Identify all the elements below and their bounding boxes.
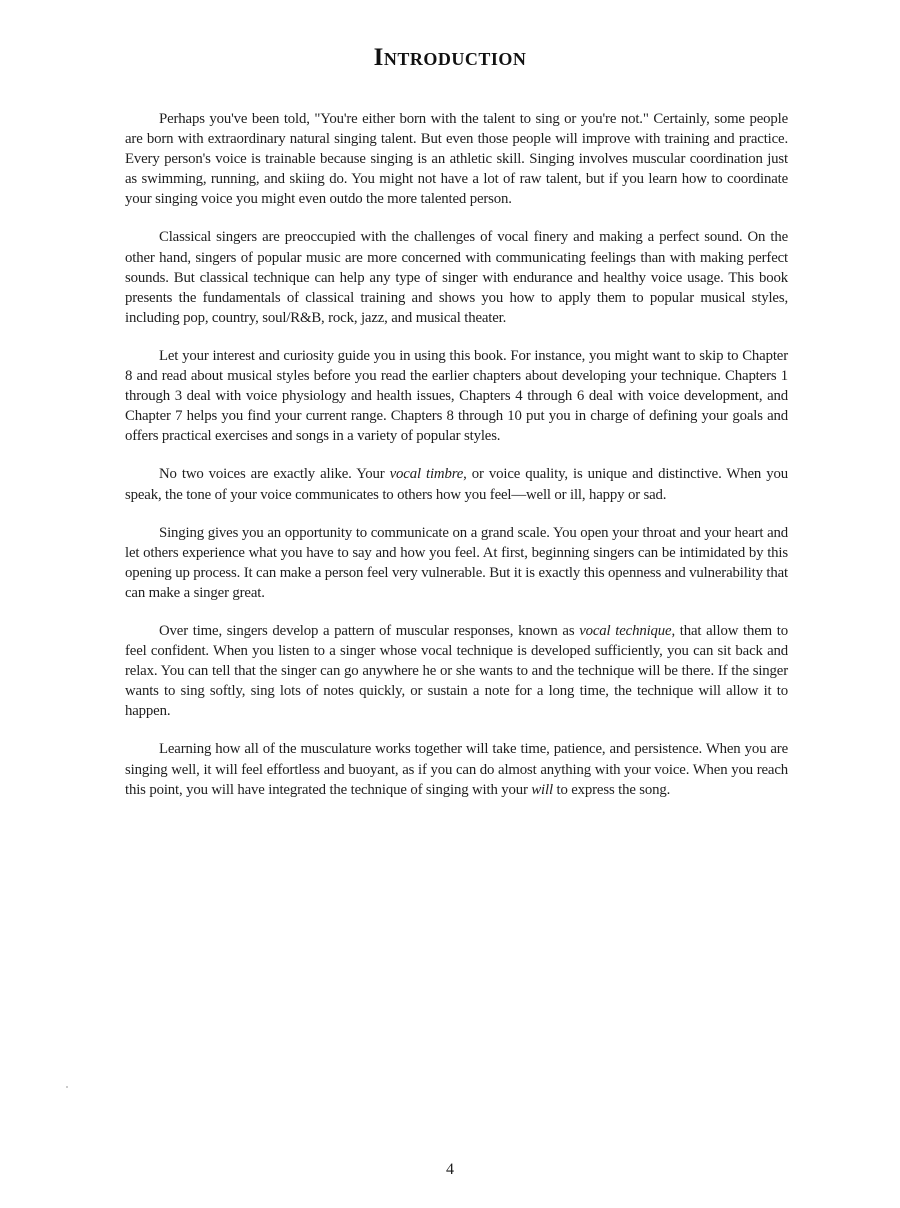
paragraph xyxy=(125,464,788,504)
italic-term: vocal technique xyxy=(579,622,672,639)
paragraph xyxy=(125,227,788,327)
paragraph xyxy=(125,523,788,603)
text-run: Let your interest and curiosity guide you in using this book. For instance, you might want to skip to Chapter 8 and read about musical styles before you read the earlier chapters about developing your technique. Chapters 1 through 3 deal with voice physiology and health issues, Chapters 4 through 6 deal with voice development, and Chapter 7 helps you find your current range. Chapters 8 through 10 put you in charge of defining your goals and offers practical exercises and songs in a variety of popular styles. xyxy=(125,347,788,445)
text-run: Singing gives you an opportunity to communicate on a grand scale. You open your throat and your heart and let others experience what you have to say and how you feel. At first, beginning singers can be intimidated by this opening up process. It can make a person feel very vulnerable. But it is exactly this openness and vulnerability that can make a singer great. xyxy=(125,524,788,601)
text-run: Perhaps you've been told, "You're either born with the talent to sing or you're not." Certainly, some people are born with extraordinary natural singing talent. But even those people will improve with training and practice. Every person's voice is trainable because singing is an athletic skill. Singing involves muscular coordination just as swimming, running, and skiing do. You might not have a lot of raw talent, but if you learn how to coordinate your singing voice you might even outdo the more talented person. xyxy=(125,111,788,208)
text-run: No two voices are exactly alike. Your xyxy=(159,466,390,483)
text-run: , that allow them to feel confident. When you listen to a singer whose vocal technique is developed sufficiently, you can sit back and relax. You can tell that the singer can go anywhere he or she wants to and the technique will be there. If the singer wants to sing softly, sing lots of notes quickly, or sustain a note for a long time, the technique will allow it to happen. xyxy=(125,622,789,720)
text-run: Learning how all of the musculature works together will take time, patience, and persistence. When you are singing well, it will feel effortless and buoyant, as if you can do almost anything with your voice. When you reach this point, you will have integrated the technique of singing with your xyxy=(125,741,788,798)
paragraph xyxy=(125,621,788,721)
scan-speck xyxy=(66,1086,68,1088)
text-run: Classical singers are preoccupied with the challenges of vocal finery and making a perfect sound. On the other hand, singers of popular music are more concerned with communicating feelings than with making perfect sounds. But classical technique can help any type of singer with endurance and healthy voice usage. This book presents the fundamentals of classical training and shows you how to apply them to popular musical styles, including pop, country, soul/R&B, rock, jazz, and musical theater. xyxy=(125,229,788,326)
page-title: Introduction xyxy=(373,44,527,71)
italic-term: will xyxy=(531,781,553,798)
paragraph xyxy=(125,109,788,209)
paragraph xyxy=(125,739,788,799)
paragraph xyxy=(125,346,788,446)
italic-term: vocal timbre xyxy=(389,466,464,483)
body-text xyxy=(125,109,788,818)
text-run: to express the song. xyxy=(552,781,671,798)
text-run: , or voice quality, is unique and distinctive. When you speak, the tone of your voice communicates to others how you feel—well or ill, happy or sad. xyxy=(125,466,788,503)
text-run: Over time, singers develop a pattern of muscular responses, known as xyxy=(159,622,580,639)
page-number: 4 xyxy=(446,1161,454,1178)
